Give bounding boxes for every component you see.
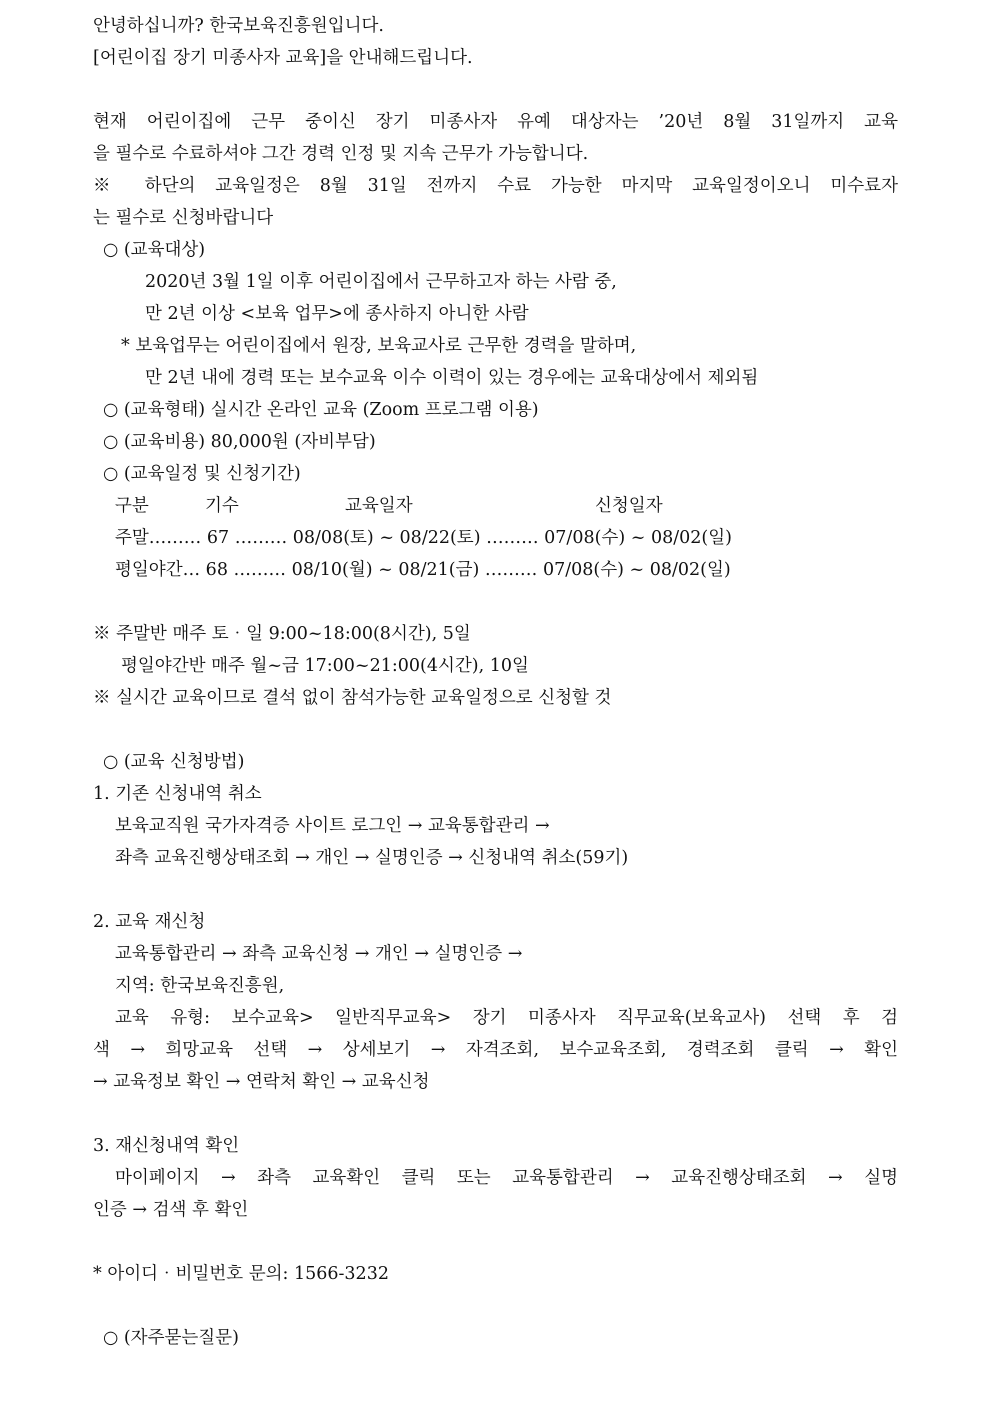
step3-title: 3. 재신청내역 확인	[93, 1136, 240, 1156]
schedule-header-cohort: 기수	[205, 496, 239, 516]
spacer	[93, 586, 898, 618]
intro-line: 현재 어린이집에 근무 중이신 장기 미종사자 유예 대상자는 ’20년 8월 31일까지 교육	[93, 112, 898, 132]
format-line: ○ (교육형태) 실시간 온라인 교육 (Zoom 프로그램 이용)	[103, 400, 539, 420]
spacer	[93, 74, 898, 106]
step2-line: 색 → 희망교육 선택 → 상세보기 → 자격조회, 보수교육조회, 경력조회 클릭 → 확인	[93, 1040, 898, 1060]
step2-line: 교육 유형: 보수교육> 일반직무교육> 장기 미종사자 직무교육(보육교사) 선택 후 검	[115, 1008, 898, 1028]
spacer	[93, 1226, 898, 1258]
intro-note-line: ※ 하단의 교육일정은 8월 31일 전까지 수료 가능한 마지막 교육일정이오니 미수료자	[93, 176, 898, 196]
schedule-header-category: 구분	[115, 496, 149, 516]
step1-title: 1. 기존 신청내역 취소	[93, 784, 262, 804]
target-line: 만 2년 이상 <보육 업무>에 종사하지 아니한 사람	[145, 304, 529, 324]
notice-title-line: [어린이집 장기 미종사자 교육]을 안내해드립니다.	[93, 48, 473, 68]
step1-line: 좌측 교육진행상태조회 → 개인 → 실명인증 → 신청내역 취소(59기)	[115, 848, 629, 868]
target-line: 2020년 3월 1일 이후 어린이집에서 근무하고자 하는 사람 중,	[145, 272, 617, 292]
spacer	[93, 1098, 898, 1130]
schedule-row: 평일야간… 68 ……… 08/10(월) ~ 08/21(금) ……… 07/08(수) ~ 08/02(일)	[115, 560, 731, 580]
step2-line: → 교육정보 확인 → 연락처 확인 → 교육신청	[93, 1072, 430, 1092]
intro-line: 을 필수로 수료하셔야 그간 경력 인정 및 지속 근무가 가능합니다.	[93, 144, 589, 164]
step1-line: 보육교직원 국가자격증 사이트 로그인 → 교육통합관리 →	[115, 816, 550, 836]
step2-line: 지역: 한국보육진흥원,	[115, 976, 285, 996]
target-heading: ○ (교육대상)	[103, 240, 206, 260]
schedule-header-dates: 교육일자	[345, 496, 413, 516]
spacer	[93, 1290, 898, 1322]
intro-note-line: 는 필수로 신청바랍니다	[93, 208, 274, 228]
spacer	[93, 714, 898, 746]
schedule-heading: ○ (교육일정 및 신청기간)	[103, 464, 301, 484]
schedule-header-row	[93, 490, 898, 522]
target-note: * 보육업무는 어린이집에서 원장, 보육교사로 근무한 경력을 말하며,	[121, 336, 637, 356]
schedule-note: 평일야간반 매주 월~금 17:00~21:00(4시간), 10일	[121, 656, 529, 676]
step3-line: 마이페이지 → 좌측 교육확인 클릭 또는 교육통합관리 → 교육진행상태조회 → 실명	[115, 1168, 898, 1188]
schedule-note: ※ 주말반 매주 토‧일 9:00~18:00(8시간), 5일	[93, 624, 471, 644]
step3-line: 인증 → 검색 후 확인	[93, 1200, 249, 1220]
target-note: 만 2년 내에 경력 또는 보수교육 이수 이력이 있는 경우에는 교육대상에서 제외됨	[145, 368, 759, 388]
spacer	[93, 874, 898, 906]
schedule-row: 주말……… 67 ……… 08/08(토) ~ 08/22(토) ……… 07/08(수) ~ 08/02(일)	[115, 528, 732, 548]
greeting-line: 안녕하십니까? 한국보육진흥원입니다.	[93, 16, 384, 36]
contact-line: * 아이디‧비밀번호 문의: 1566-3232	[93, 1264, 389, 1284]
notice-document	[93, 10, 898, 1354]
apply-heading: ○ (교육 신청방법)	[103, 752, 245, 772]
schedule-header-application: 신청일자	[595, 496, 663, 516]
faq-heading: ○ (자주묻는질문)	[103, 1328, 239, 1348]
step2-title: 2. 교육 재신청	[93, 912, 206, 932]
schedule-note: ※ 실시간 교육이므로 결석 없이 참석가능한 교육일정으로 신청할 것	[93, 688, 612, 708]
step2-line: 교육통합관리 → 좌측 교육신청 → 개인 → 실명인증 →	[115, 944, 523, 964]
cost-line: ○ (교육비용) 80,000원 (자비부담)	[103, 432, 376, 452]
